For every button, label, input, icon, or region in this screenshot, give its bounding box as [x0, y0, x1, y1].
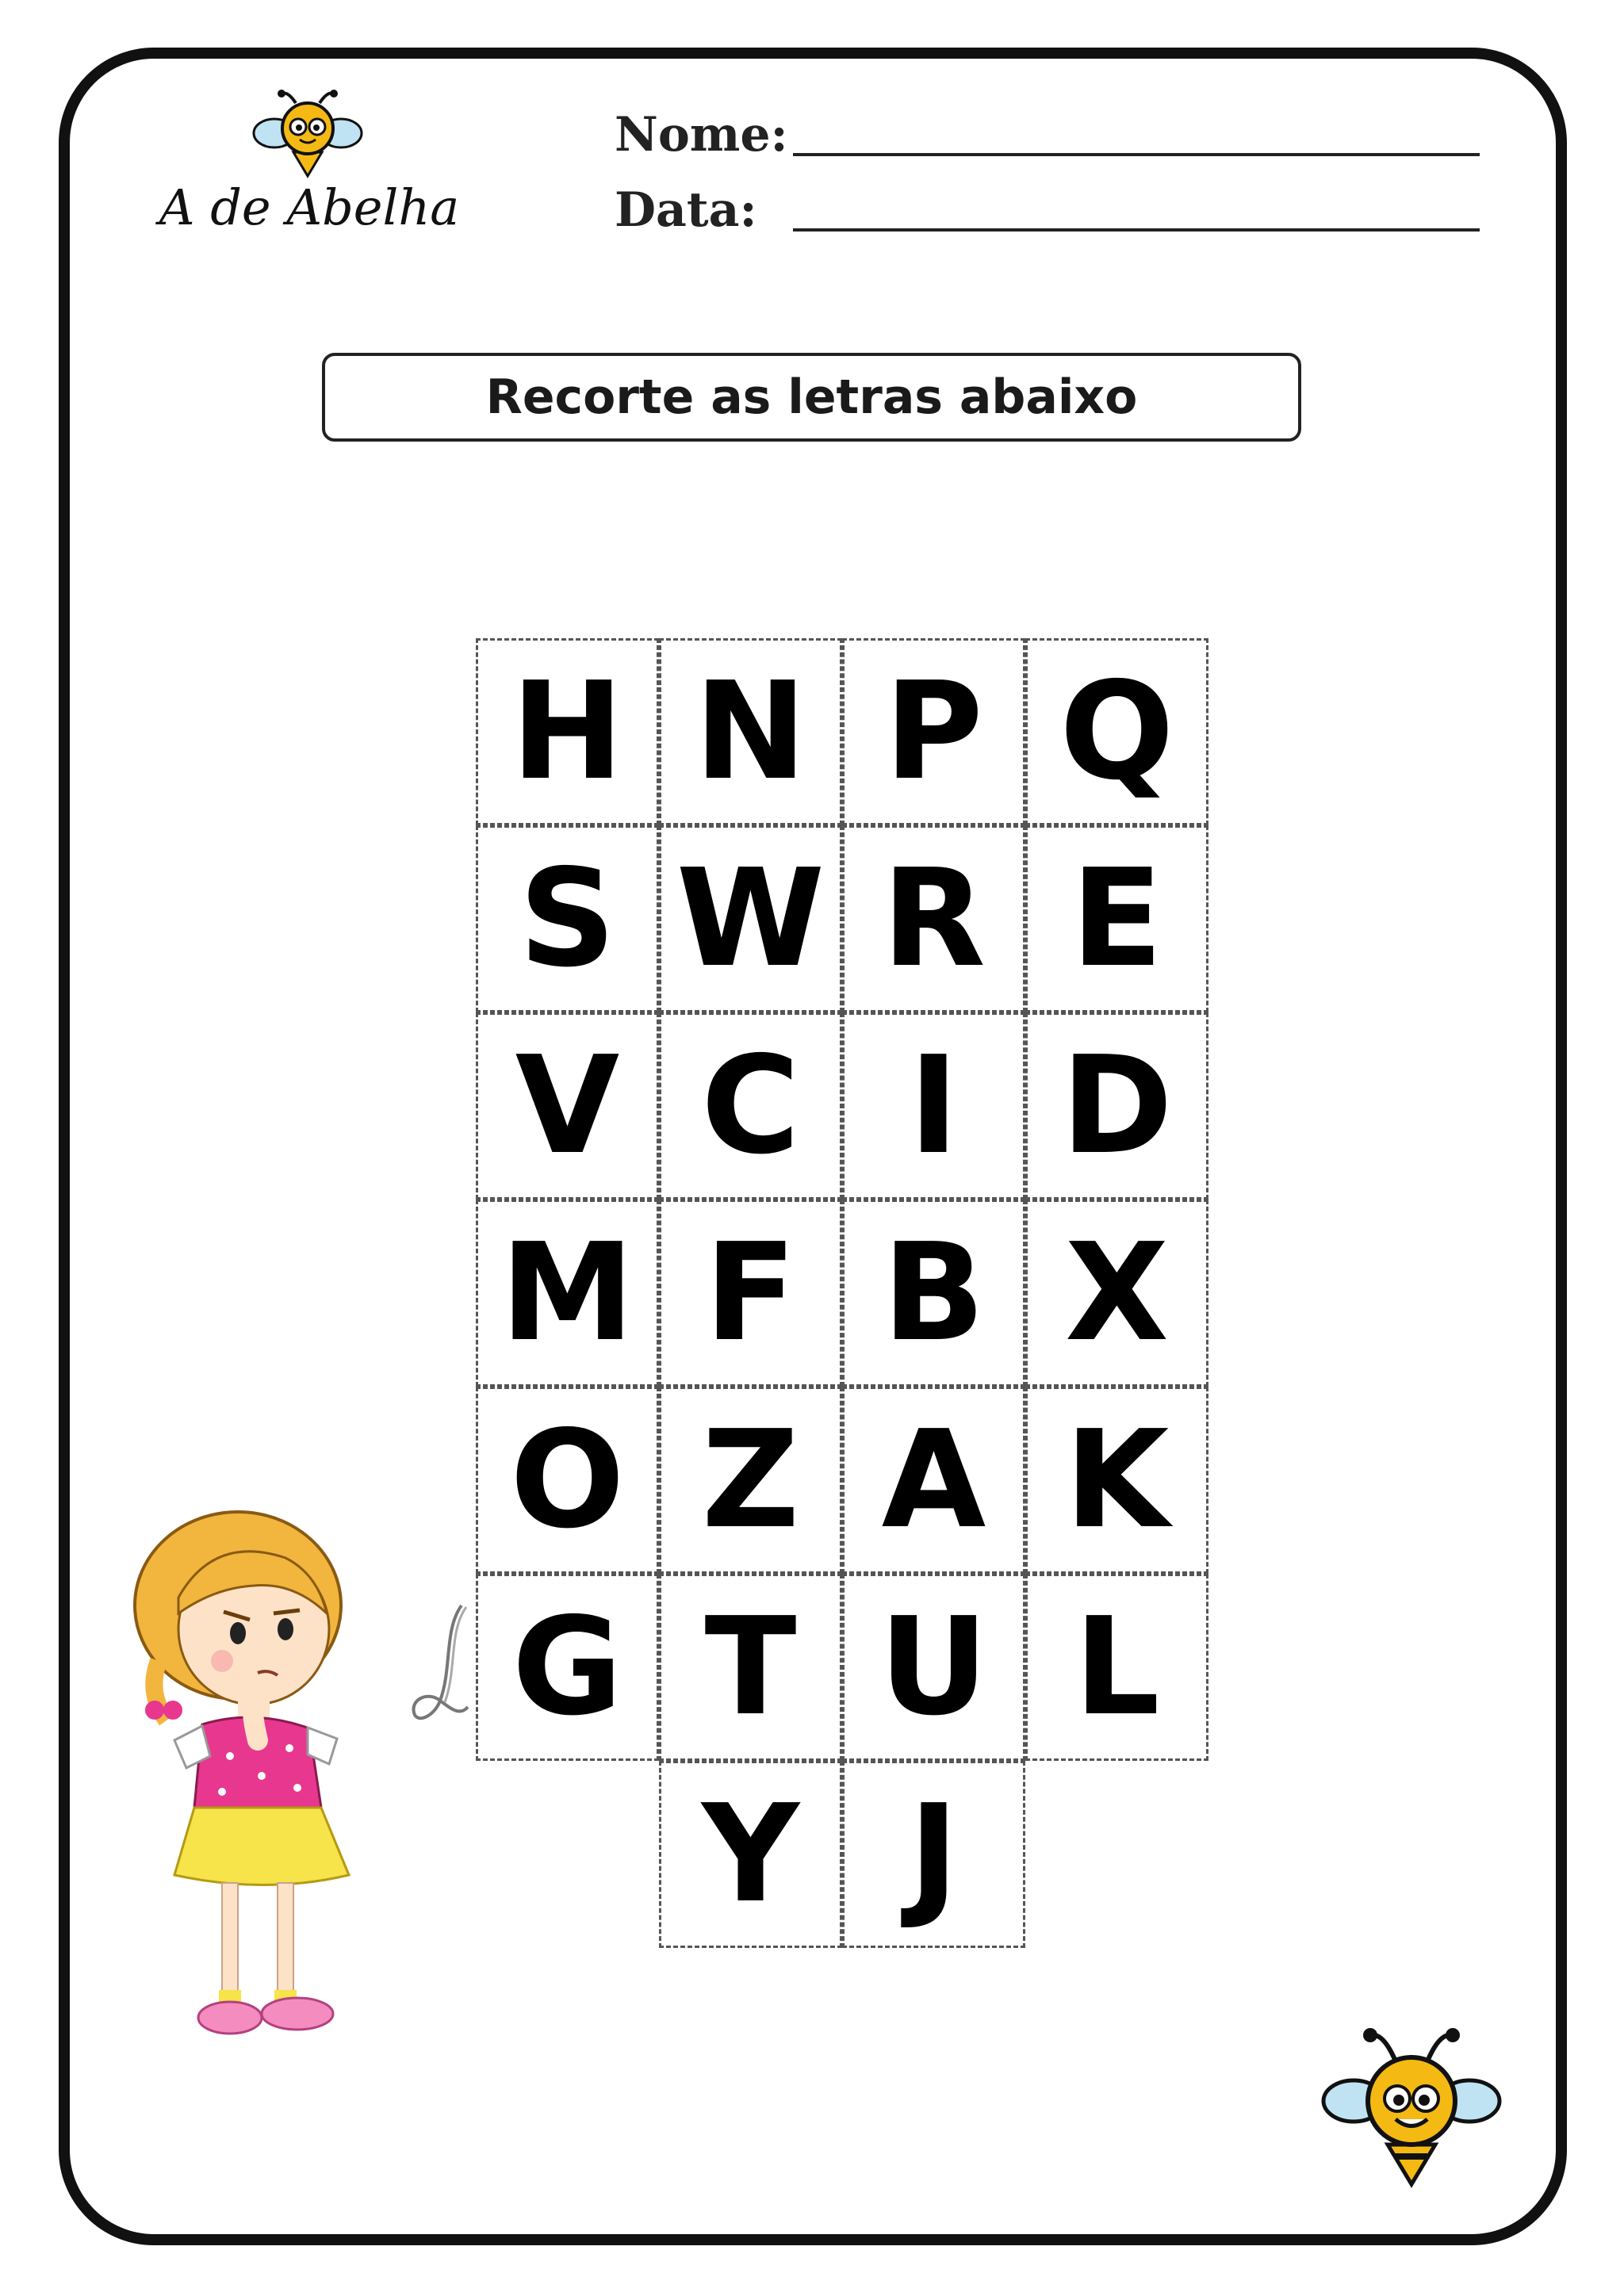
- letter-card: [842, 1012, 1025, 1200]
- letter: L: [1074, 1589, 1160, 1746]
- bee-icon: [1320, 2026, 1503, 2192]
- letter-card: [659, 825, 842, 1012]
- letter: O: [510, 1402, 625, 1559]
- letter: Q: [1059, 653, 1174, 810]
- bee-icon: [252, 87, 363, 182]
- letter: D: [1060, 1027, 1174, 1184]
- instruction-box: [322, 353, 1301, 442]
- letter-card: [476, 1387, 659, 1574]
- letter-card: [842, 1574, 1025, 1761]
- letter: W: [676, 840, 825, 997]
- letter-card: [659, 638, 842, 825]
- letter: P: [884, 653, 983, 810]
- letter: E: [1071, 840, 1163, 997]
- letter-card: [842, 638, 1025, 825]
- instruction-text: Recorte as letras abaixo: [485, 369, 1138, 425]
- letter: I: [908, 1027, 959, 1184]
- letter: B: [882, 1215, 986, 1372]
- girl-thinking-illustration: [119, 1502, 381, 2057]
- letter-card: [1025, 825, 1208, 1012]
- letter-card: [842, 1387, 1025, 1574]
- letter-card: [1025, 1574, 1208, 1761]
- letter-card: [1025, 1012, 1208, 1200]
- letter: K: [1064, 1402, 1170, 1559]
- letter-card: [476, 638, 659, 825]
- letter-card: [659, 1200, 842, 1387]
- letter: Z: [701, 1402, 800, 1559]
- letter: T: [704, 1589, 797, 1746]
- letter-card: [659, 1012, 842, 1200]
- letter-card: [659, 1574, 842, 1761]
- letter: M: [500, 1215, 635, 1372]
- letter-card: [659, 1761, 842, 1948]
- letter-card: [842, 1761, 1025, 1948]
- letter-card: [476, 825, 659, 1012]
- letter: V: [515, 1027, 620, 1184]
- letter-card: [1025, 1200, 1208, 1387]
- letter: R: [882, 840, 986, 997]
- date-field[interactable]: [793, 228, 1480, 232]
- letter: S: [519, 840, 616, 997]
- letter: F: [704, 1215, 797, 1372]
- name-label: Nome:: [615, 107, 788, 163]
- letter-card: [1025, 638, 1208, 825]
- letter-card: [842, 1200, 1025, 1387]
- date-label: Data:: [615, 182, 757, 238]
- letter: Y: [701, 1776, 800, 1933]
- swirl-decoration-icon: [404, 1598, 476, 1736]
- letter-card: [476, 1574, 659, 1761]
- brand-name: A de Abelha: [159, 178, 460, 236]
- letter-card: [476, 1012, 659, 1200]
- letter: G: [511, 1589, 623, 1746]
- letter: J: [908, 1776, 959, 1933]
- letter-card: [842, 825, 1025, 1012]
- letter: H: [511, 653, 624, 810]
- letter-card: [1025, 1387, 1208, 1574]
- letter-card: [476, 1200, 659, 1387]
- letter: A: [881, 1402, 986, 1559]
- letter: X: [1064, 1215, 1170, 1372]
- letter: U: [879, 1589, 989, 1746]
- letter-card: [659, 1387, 842, 1574]
- name-field[interactable]: [793, 153, 1480, 156]
- letter: N: [694, 653, 807, 810]
- letter: C: [701, 1027, 800, 1184]
